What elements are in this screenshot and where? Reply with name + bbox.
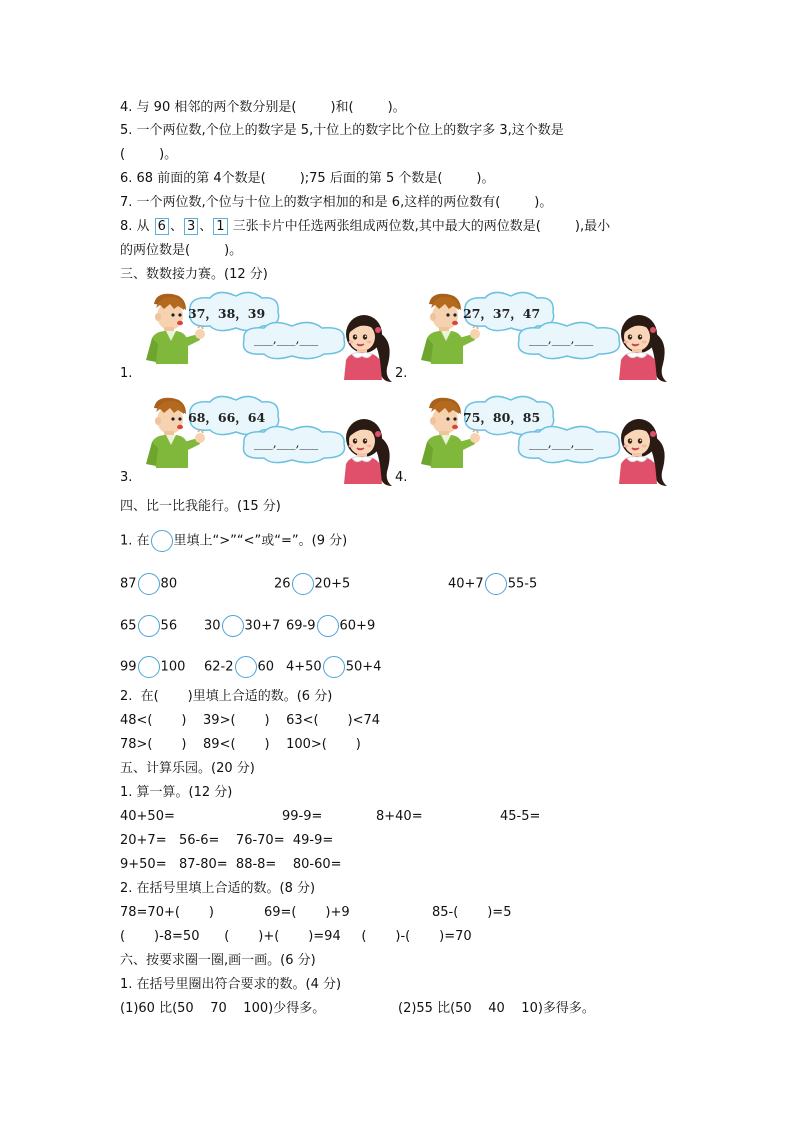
section-4-q2: 2. 在( )里填上合适的数。(6 分) bbox=[120, 689, 333, 704]
q5-close: )。 bbox=[159, 147, 178, 162]
q7-text-a: 7. 一个两位数,个位与十位上的数字相加的和是 6,这样的两位数有( bbox=[120, 195, 501, 210]
compare-3 bbox=[448, 573, 537, 595]
compare-left: 4+50 bbox=[286, 659, 322, 675]
section-6-q1: 1. 在括号里圈出符合要求的数。(4 分) bbox=[120, 977, 342, 992]
compare-left: 30 bbox=[204, 618, 221, 634]
circle-problem-2: (2)55 比(50 40 10)多得多。 bbox=[398, 1001, 595, 1016]
q8-text-a: 8. 从 bbox=[120, 219, 154, 234]
section-6-title: 六、按要求圈一圈,画一画。(6 分) bbox=[120, 953, 316, 968]
calc-row-3: 9+50= 87-80= 88-8= 80-60= bbox=[120, 857, 342, 872]
calc-3: 8+40= bbox=[376, 809, 423, 824]
compare-circle-input[interactable] bbox=[138, 615, 160, 637]
number-card-3: 3 bbox=[184, 218, 198, 235]
compare-left: 40+7 bbox=[448, 576, 484, 592]
fill-eq-row-2: ( )-8=50 ( )+( )=94 ( )-( )=70 bbox=[120, 929, 472, 944]
compare-circle-input[interactable] bbox=[292, 573, 314, 595]
compare-circle-input[interactable] bbox=[138, 656, 160, 678]
question-8-line1 bbox=[120, 218, 610, 236]
compare-circle-input[interactable] bbox=[317, 615, 339, 637]
compare-6 bbox=[286, 615, 375, 637]
section-5-q2: 2. 在括号里填上合适的数。(8 分) bbox=[120, 881, 316, 896]
q4-text-c: )。 bbox=[387, 100, 406, 115]
q8-line2-b: )。 bbox=[224, 243, 243, 258]
compare-circle-input[interactable] bbox=[222, 615, 244, 637]
q6-text-c: )。 bbox=[476, 171, 495, 186]
item-label-3: 3. bbox=[120, 470, 133, 485]
calc-1: 40+50= bbox=[120, 809, 175, 824]
item-label-1: 1. bbox=[120, 366, 133, 381]
compare-right: 60 bbox=[257, 659, 275, 675]
answer-2: ___,___,___ bbox=[529, 331, 594, 346]
q8-text-c: ),最小 bbox=[574, 219, 611, 234]
sequence-3: 68，66，64 bbox=[188, 410, 266, 425]
item-label-2: 2. bbox=[395, 366, 408, 381]
item-label-4: 4. bbox=[395, 470, 408, 485]
fill-eq-3: 85-( )=5 bbox=[432, 905, 512, 920]
compare-circle-input[interactable] bbox=[235, 656, 257, 678]
compare-5 bbox=[204, 615, 280, 637]
compare-left: 69-9 bbox=[286, 618, 316, 634]
compare-circle-input[interactable] bbox=[485, 573, 507, 595]
question-4 bbox=[120, 99, 406, 117]
q8-sep1: 、 bbox=[169, 219, 183, 234]
fill-line-2: 78>( ) 89<( ) 100>( ) bbox=[120, 737, 361, 752]
compare-4 bbox=[120, 615, 177, 637]
s4q1-a: 1. 在 bbox=[120, 533, 150, 549]
question-7 bbox=[120, 194, 552, 212]
q5-open: ( bbox=[120, 147, 126, 162]
sequence-4: 75，80，85 bbox=[463, 410, 541, 425]
answer-4: ___,___,___ bbox=[529, 435, 594, 450]
compare-8 bbox=[204, 656, 274, 678]
answer-1: ___,___,___ bbox=[254, 331, 319, 346]
fill-eq-1: 78=70+( ) bbox=[120, 905, 214, 920]
compare-right: 60+9 bbox=[339, 618, 376, 634]
compare-right: 55-5 bbox=[507, 576, 538, 592]
circle-problem-1: (1)60 比(50 70 100)少得多。 bbox=[120, 1001, 326, 1016]
compare-left: 65 bbox=[120, 618, 137, 634]
section-3-title: 三、数数接力赛。(12 分) bbox=[120, 267, 268, 282]
question-5-line1: 5. 一个两位数,个位上的数字是 5,十位上的数字比个位上的数字多 3,这个数是 bbox=[120, 123, 564, 138]
sequence-2: 27，37，47 bbox=[463, 306, 541, 321]
number-card-6: 6 bbox=[155, 218, 169, 235]
question-6 bbox=[120, 170, 495, 188]
compare-left: 87 bbox=[120, 576, 137, 592]
section-5-q1: 1. 算一算。(12 分) bbox=[120, 785, 233, 800]
question-5-line2 bbox=[120, 146, 177, 164]
compare-left: 99 bbox=[120, 659, 137, 675]
compare-right: 30+7 bbox=[244, 618, 281, 634]
compare-7 bbox=[120, 656, 185, 678]
q8-text-b: 三张卡片中任选两张组成两位数,其中最大的两位数是( bbox=[228, 219, 541, 234]
section-5-title: 五、计算乐园。(20 分) bbox=[120, 761, 255, 776]
compare-right: 56 bbox=[160, 618, 178, 634]
compare-circle-input[interactable] bbox=[138, 573, 160, 595]
compare-right: 20+5 bbox=[314, 576, 351, 592]
q6-text-b: );75 后面的第 5 个数是( bbox=[299, 171, 443, 186]
compare-right: 80 bbox=[160, 576, 178, 592]
compare-2 bbox=[274, 573, 350, 595]
s4q1-b: 里填上“>”“<”或“=”。(9 分) bbox=[173, 533, 348, 549]
q4-num: 4. bbox=[120, 100, 133, 115]
compare-1 bbox=[120, 573, 177, 595]
number-card-1: 1 bbox=[213, 218, 227, 235]
fill-eq-2: 69=( )+9 bbox=[264, 905, 350, 920]
answer-circle-icon bbox=[151, 530, 173, 552]
q8-line2-a: 的两位数是( bbox=[120, 243, 191, 258]
compare-left: 26 bbox=[274, 576, 291, 592]
calc-2: 99-9= bbox=[282, 809, 323, 824]
answer-3: ___,___,___ bbox=[254, 435, 319, 450]
section-4-q1 bbox=[120, 530, 347, 552]
q6-text-a: 6. 68 前面的第 4个数是( bbox=[120, 171, 266, 186]
fill-line-1: 48<( ) 39>( ) 63<( )<74 bbox=[120, 713, 381, 728]
compare-9 bbox=[286, 656, 381, 678]
question-8-line2 bbox=[120, 242, 242, 260]
q4-text-a: 与 90 相邻的两个数分别是( bbox=[136, 100, 297, 115]
compare-left: 62-2 bbox=[204, 659, 234, 675]
sequence-1: 37，38，39 bbox=[188, 306, 266, 321]
calc-4: 45-5= bbox=[500, 809, 541, 824]
q8-sep2: 、 bbox=[199, 219, 213, 234]
calc-row-2: 20+7= 56-6= 76-70= 49-9= bbox=[120, 833, 334, 848]
compare-right: 50+4 bbox=[345, 659, 382, 675]
section-4-title: 四、比一比我能行。(15 分) bbox=[120, 499, 281, 514]
q4-text-b: )和( bbox=[330, 100, 354, 115]
compare-right: 100 bbox=[160, 659, 186, 675]
compare-circle-input[interactable] bbox=[323, 656, 345, 678]
q7-text-b: )。 bbox=[534, 195, 553, 210]
